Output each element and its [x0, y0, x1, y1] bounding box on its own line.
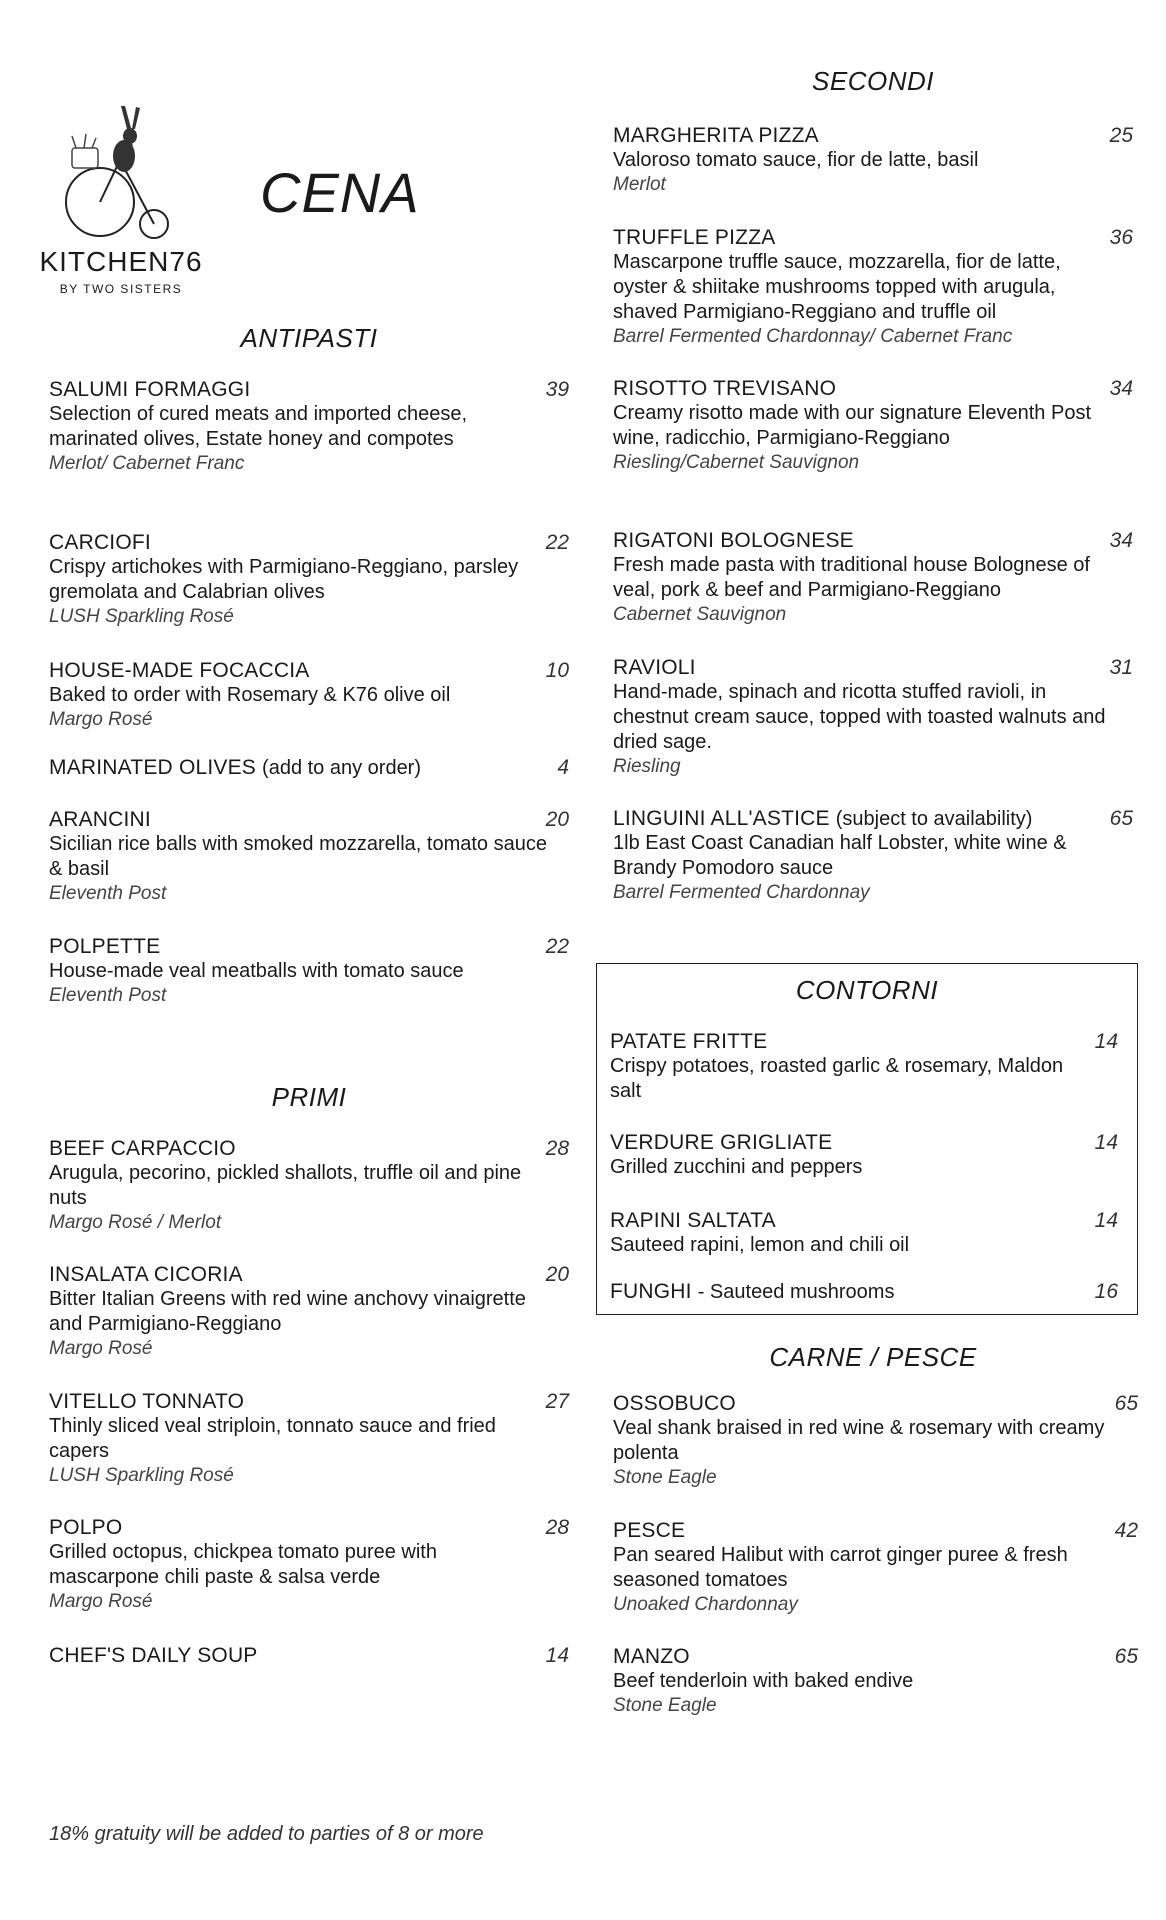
- wine-pairing: Barrel Fermented Chardonnay: [613, 882, 870, 903]
- menu-item-price: 25: [1109, 124, 1133, 147]
- menu-item-header: [49, 1263, 569, 1287]
- menu-item-header: [49, 756, 569, 780]
- menu-item-title: [613, 377, 836, 401]
- menu-item-name: RAPINI SALTATA: [610, 1209, 776, 1232]
- menu-item-name: TRUFFLE PIZZA: [613, 226, 776, 249]
- wine-pairing: Unoaked Chardonnay: [613, 1594, 798, 1615]
- menu-item-price: 28: [545, 1516, 569, 1539]
- menu-item-description: Valoroso tomato sauce, fior de latte, basil: [613, 149, 979, 171]
- menu-item-price: 14: [545, 1644, 569, 1667]
- menu-item-price: 20: [545, 1263, 569, 1286]
- menu-item-description: Beef tenderloin with baked endive: [613, 1670, 914, 1692]
- menu-item-header: [613, 529, 1133, 553]
- antipasti-item: [49, 756, 569, 780]
- menu-item-price: 31: [1109, 656, 1133, 679]
- menu-item-price: 27: [545, 1390, 569, 1413]
- menu-item-title: [610, 1131, 832, 1155]
- menu-item-description: Fresh made pasta with traditional house Bolognese of veal, pork & beef and Parmigiano-Reggiano: [613, 554, 1090, 601]
- menu-item-name: RIGATONI BOLOGNESE: [613, 529, 854, 552]
- menu-item-price: 65: [1114, 1392, 1138, 1415]
- wine-pairing: Margo Rosé: [49, 1591, 153, 1612]
- menu-item-price: 34: [1109, 377, 1133, 400]
- secondi-item: [613, 656, 1133, 779]
- secondi-item: [613, 529, 1133, 627]
- menu-item-title: [49, 1516, 122, 1540]
- menu-item-name: INSALATA CICORIA: [49, 1263, 243, 1286]
- menu-item-title: [49, 378, 250, 402]
- menu-item-price: 28: [545, 1137, 569, 1160]
- carne-pesce-item: [613, 1519, 1138, 1617]
- menu-item-description: Crispy artichokes with Parmigiano-Reggiano, parsley gremolata and Calabrian olives: [49, 556, 519, 603]
- menu-item-name: ARANCINI: [49, 808, 151, 831]
- primi-item: [49, 1516, 569, 1614]
- section-title-primi: PRIMI: [271, 1082, 347, 1112]
- wine-pairing: LUSH Sparkling Rosé: [49, 606, 234, 627]
- wine-pairing: Cabernet Sauvignon: [613, 604, 787, 625]
- menu-item-title: [49, 531, 151, 555]
- menu-item-price: 65: [1109, 807, 1133, 830]
- menu-item-header: [613, 226, 1133, 250]
- wine-pairing: Stone Eagle: [613, 1695, 717, 1716]
- menu-item-price: 4: [557, 756, 569, 779]
- menu-item-note: (add to any order): [262, 757, 422, 779]
- menu-item-note: (subject to availability): [835, 808, 1033, 830]
- menu-item-description: Selection of cured meats and imported cheese, marinated olives, Estate honey and compotes: [49, 403, 468, 450]
- menu-item-price: 22: [545, 531, 569, 554]
- menu-item-name: OSSOBUCO: [613, 1392, 736, 1415]
- menu-item-title: [610, 1280, 894, 1304]
- menu-item-name: BEEF CARPACCIO: [49, 1137, 236, 1160]
- kitchen76-logo-illustration: [58, 104, 176, 242]
- section-title-antipasti: ANTIPASTI: [240, 323, 378, 353]
- menu-item-header: [610, 1030, 1118, 1054]
- contorni-item: [610, 1209, 1118, 1258]
- menu-item-price: 10: [545, 659, 569, 682]
- menu-item-title: [49, 756, 421, 780]
- contorni-item: [610, 1131, 1118, 1180]
- wine-pairing: Riesling/Cabernet Sauvignon: [613, 452, 860, 473]
- menu-item-title: [613, 124, 819, 148]
- wine-pairing: Riesling: [613, 756, 681, 777]
- contorni-item: [610, 1030, 1118, 1104]
- menu-item-title: [613, 1645, 690, 1669]
- section-title-carne-pesce: CARNE / PESCE: [769, 1342, 977, 1372]
- menu-item-header: [613, 377, 1133, 401]
- menu-item-title: [613, 656, 696, 680]
- menu-item-name: HOUSE-MADE FOCACCIA: [49, 659, 310, 682]
- menu-item-price: 42: [1114, 1519, 1138, 1542]
- menu-item-title: [613, 807, 1032, 831]
- menu-item-name: VITELLO TONNATO: [49, 1390, 245, 1413]
- menu-item-title: [613, 1392, 736, 1416]
- primi-item: [49, 1644, 569, 1668]
- menu-item-header: [613, 1519, 1138, 1543]
- menu-item-price: 20: [545, 808, 569, 831]
- menu-item-description: Grilled octopus, chickpea tomato puree with mascarpone chili paste & salsa verde: [49, 1541, 437, 1588]
- page-title: CENA: [260, 161, 420, 224]
- menu-item-price: 22: [545, 935, 569, 958]
- wine-pairing: Margo Rosé: [49, 1338, 153, 1359]
- menu-item-header: [49, 808, 569, 832]
- menu-item-price: 16: [1094, 1280, 1118, 1303]
- menu-item-header: [49, 1390, 569, 1414]
- menu-item-title: [49, 1644, 258, 1668]
- menu-item-name: SALUMI FORMAGGI: [49, 378, 251, 401]
- menu-item-title: [49, 808, 151, 832]
- wine-pairing: Stone Eagle: [613, 1467, 717, 1488]
- menu-item-title: [49, 1263, 243, 1287]
- menu-item-name: POLPO: [49, 1516, 123, 1539]
- menu-item-name: CARCIOFI: [49, 531, 151, 554]
- menu-item-price: 34: [1109, 529, 1133, 552]
- menu-item-title: [613, 1519, 685, 1543]
- section-title-secondi: SECONDI: [812, 66, 934, 96]
- wine-pairing: Eleventh Post: [49, 985, 167, 1006]
- menu-item-description: Grilled zucchini and peppers: [610, 1156, 863, 1178]
- menu-item-price: 36: [1109, 226, 1133, 249]
- wine-pairing: Barrel Fermented Chardonnay/ Cabernet Franc: [613, 326, 1013, 347]
- antipasti-item: [49, 659, 569, 732]
- menu-item-name: MANZO: [613, 1645, 690, 1668]
- contorni-item: [610, 1280, 1118, 1304]
- primi-item: [49, 1390, 569, 1488]
- menu-item-name: POLPETTE: [49, 935, 161, 958]
- menu-item-price: 14: [1094, 1030, 1118, 1053]
- menu-item-name: VERDURE GRIGLIATE: [610, 1131, 833, 1154]
- wine-pairing: Merlot: [613, 174, 666, 195]
- menu-item-description: House-made veal meatballs with tomato sauce: [49, 960, 464, 982]
- menu-item-description: 1lb East Coast Canadian half Lobster, white wine & Brandy Pomodoro sauce: [613, 832, 1067, 879]
- primi-item: [49, 1137, 569, 1235]
- wine-pairing: LUSH Sparkling Rosé: [49, 1465, 234, 1486]
- section-title-contorni: CONTORNI: [795, 975, 939, 1005]
- menu-item-name: MARGHERITA PIZZA: [613, 124, 819, 147]
- secondi-item: [613, 377, 1133, 475]
- menu-item-name: RISOTTO TREVISANO: [613, 377, 837, 400]
- menu-item-header: [610, 1131, 1118, 1155]
- wine-pairing: Margo Rosé / Merlot: [49, 1212, 222, 1233]
- carne-pesce-item: [613, 1392, 1138, 1490]
- secondi-item: [613, 807, 1133, 905]
- menu-item-title: [49, 1137, 236, 1161]
- wine-pairing: Merlot/ Cabernet Franc: [49, 453, 245, 474]
- menu-item-title: [49, 935, 160, 959]
- menu-item-name: PESCE: [613, 1519, 686, 1542]
- menu-item-title: [610, 1030, 767, 1054]
- menu-item-name: RAVIOLI: [613, 656, 696, 679]
- menu-item-header: [49, 1137, 569, 1161]
- menu-item-title: [613, 529, 854, 553]
- secondi-item: [613, 226, 1133, 349]
- menu-item-name: MARINATED OLIVES: [49, 756, 257, 779]
- brand-name: KITCHEN76: [39, 246, 203, 277]
- menu-item-title: [49, 1390, 244, 1414]
- wine-pairing: Margo Rosé: [49, 709, 153, 730]
- menu-item-header: [613, 656, 1133, 680]
- brand-tagline: BY TWO SISTERS: [59, 282, 183, 296]
- wine-pairing: Eleventh Post: [49, 883, 167, 904]
- menu-item-price: 65: [1114, 1645, 1138, 1668]
- menu-item-name: CHEF'S DAILY SOUP: [49, 1644, 258, 1667]
- menu-item-header: [613, 124, 1133, 148]
- menu-item-description: Crispy potatoes, roasted garlic & rosemary, Maldon salt: [610, 1055, 1064, 1102]
- menu-item-header: [610, 1209, 1118, 1233]
- antipasti-item: [49, 378, 569, 476]
- menu-item-title: [610, 1209, 776, 1233]
- menu-item-header: [613, 807, 1133, 831]
- menu-item-note: - Sauteed mushrooms: [697, 1281, 895, 1303]
- menu-item-header: [613, 1392, 1138, 1416]
- menu-item-description: Baked to order with Rosemary & K76 olive oil: [49, 684, 451, 706]
- menu-item-description: Sauteed rapini, lemon and chili oil: [610, 1234, 910, 1256]
- carne-pesce-item: [613, 1645, 1138, 1718]
- footer-note: 18% gratuity will be added to parties of 8 or more: [49, 1823, 484, 1845]
- menu-item-description: Mascarpone truffle sauce, mozzarella, fior de latte, oyster & shiitake mushrooms topped with arugula, shaved Parmigiano-Reggiano and truffle oil: [613, 251, 1061, 323]
- menu-item-price: 14: [1094, 1131, 1118, 1154]
- secondi-item: [613, 124, 1133, 197]
- antipasti-item: [49, 531, 569, 629]
- menu-item-description: Hand-made, spinach and ricotta stuffed ravioli, in chestnut cream sauce, topped with toasted walnuts and dried sage.: [613, 681, 1106, 753]
- menu-item-description: Thinly sliced veal striploin, tonnato sauce and fried capers: [49, 1415, 496, 1462]
- menu-item-description: Creamy risotto made with our signature Eleventh Post wine, radicchio, Parmigiano-Reggiano: [613, 402, 1091, 449]
- menu-item-price: 39: [545, 378, 569, 401]
- menu-item-header: [49, 1644, 569, 1668]
- menu-item-header: [49, 378, 569, 402]
- menu-item-title: [49, 659, 310, 683]
- antipasti-item: [49, 808, 569, 906]
- menu-item-header: [610, 1280, 1118, 1304]
- antipasti-item: [49, 935, 569, 1008]
- menu-item-name: LINGUINI ALL'ASTICE: [613, 807, 830, 830]
- menu-item-description: Pan seared Halibut with carrot ginger puree & fresh seasoned tomatoes: [613, 1544, 1068, 1591]
- menu-item-header: [49, 531, 569, 555]
- menu-item-price: 14: [1094, 1209, 1118, 1232]
- menu-item-header: [49, 1516, 569, 1540]
- menu-item-title: [613, 226, 775, 250]
- menu-item-header: [613, 1645, 1138, 1669]
- menu-item-name: FUNGHI: [610, 1280, 692, 1303]
- menu-item-description: Arugula, pecorino, pickled shallots, truffle oil and pine nuts: [49, 1162, 522, 1209]
- menu-item-description: Bitter Italian Greens with red wine anchovy vinaigrette and Parmigiano-Reggiano: [49, 1288, 526, 1335]
- menu-item-header: [49, 935, 569, 959]
- menu-item-description: Veal shank braised in red wine & rosemary with creamy polenta: [613, 1417, 1105, 1464]
- primi-item: [49, 1263, 569, 1361]
- menu-item-description: Sicilian rice balls with smoked mozzarella, tomato sauce & basil: [49, 833, 547, 880]
- menu-item-name: PATATE FRITTE: [610, 1030, 768, 1053]
- menu-item-header: [49, 659, 569, 683]
